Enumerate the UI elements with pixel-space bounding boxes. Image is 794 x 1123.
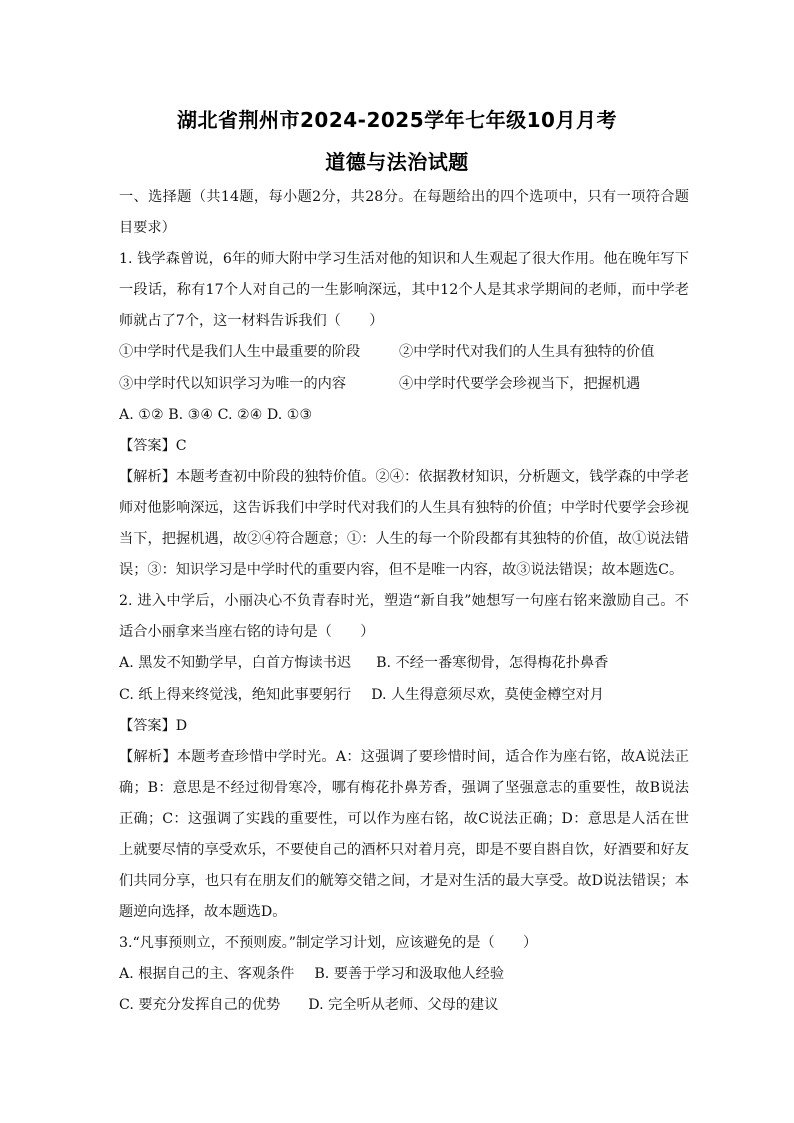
q1-statement-1: ①中学时代是我们人生中最重要的阶段 <box>119 344 361 361</box>
q2-option-b: B. 不经一番寒彻骨，怎得梅花扑鼻香 <box>376 655 609 672</box>
q1-statements-row-2 <box>119 369 689 400</box>
q2-analysis <box>119 742 689 929</box>
exam-content <box>119 182 689 1022</box>
analysis-label: 【解析】 <box>119 468 177 485</box>
q1-analysis <box>119 462 689 586</box>
q1-statement-3: ③中学时代以知识学习为唯一的内容 <box>119 375 347 392</box>
q3-option-c: C. 要充分发挥自己的优势 <box>119 997 281 1014</box>
q1-answer <box>119 431 689 462</box>
q2-stem: 2. 进入中学后，小丽决心不负青春时光，塑造“新自我”她想写一句座右铭来激励自己。不适合小丽拿来当座右铭的诗句是（ ） <box>119 593 689 641</box>
q1-statement-2: ②中学时代对我们的人生具有独特的价值 <box>399 344 655 361</box>
analysis-text: 本题考查初中阶段的独特价值。②④：依据教材知识，分析题文，钱学森的中学老师对他影响深远，这告诉我们中学时代对我们的人生具有独特的价值；中学时代要学会珍视当下，把握机遇，故②④符合题意；①：人生的每一个阶段都有其独特的价值，故①说法错误；③：知识学习是中学时代的重要内容，但不是唯一内容，故③说法错误；故本题选C。 <box>119 468 689 579</box>
q3-options-row-2 <box>119 990 689 1021</box>
q2-option-c: C. 纸上得来终觉浅，绝知此事要躬行 <box>119 686 352 703</box>
q3-stem: 3.“凡事预则立，不预则废。”制定学习计划，应该避免的是（ ） <box>119 935 538 952</box>
q2-options-row-2 <box>119 680 689 711</box>
exam-subject-title: 道德与法治试题 <box>325 150 469 174</box>
q1-statement-4: ④中学时代要学会珍视当下，把握机遇 <box>399 375 641 392</box>
answer-value: D <box>175 717 188 734</box>
q2-option-d: D. 人生得意须尽欢，莫使金樽空对月 <box>371 686 604 703</box>
analysis-label: 【解析】 <box>119 748 177 765</box>
q2-answer <box>119 711 689 742</box>
q3-option-a: A. 根据自己的主、客观条件 <box>119 966 295 983</box>
q2-options-row-1 <box>119 648 689 679</box>
answer-value: C <box>175 437 187 454</box>
q2-option-a: A. 黑发不知勤学早，白首方悔读书迟 <box>119 655 352 672</box>
q3-option-b: B. 要善于学习和汲取他人经验 <box>314 966 505 983</box>
q3-options-row-1 <box>119 959 689 990</box>
q1-stem: 1. 钱学森曾说，6年的师大附中学习生活对他的知识和人生观起了很大作用。他在晚年写下一段话，称有17个人对自己的一生影响深远，其中12个人是其求学期间的老师，而中学老师就占了7个，这一材料告诉我们（ ） <box>119 251 689 330</box>
exam-title: 湖北省荆州市2024-2025学年七年级10月月考 <box>177 108 617 132</box>
answer-label: 【答案】 <box>119 717 176 734</box>
q1-options: A. ①② B. ③④ C. ②④ D. ①③ <box>119 406 313 423</box>
section-intro: 一、选择题（共14题，每小题2分，共28分。在每题给出的四个选项中，只有一项符合题目要求） <box>119 189 689 237</box>
answer-label: 【答案】 <box>119 437 176 454</box>
q3-option-d: D. 完全听从老师、父母的建议 <box>308 997 499 1014</box>
q1-statements-row-1 <box>119 337 689 368</box>
analysis-text: 本题考查珍惜中学时光。A：这强调了要珍惜时间，适合作为座右铭，故A说法正确；B：意思是不经过彻骨寒冷，哪有梅花扑鼻芳香，强调了坚强意志的重要性，故B说法正确；C：这强调了实践的重要性，可以作为座右铭，故C说法正确；D：意思是人活在世上就要尽情的享受欢乐，不要使自己的酒杯只对着月亮，即是不要自斟自饮，好酒要和好友们共同分享，也只有在朋友们的觥筹交错之间，才是对生活的最大享受。故D说法错误；本题逆向选择，故本题选D。 <box>119 748 689 921</box>
